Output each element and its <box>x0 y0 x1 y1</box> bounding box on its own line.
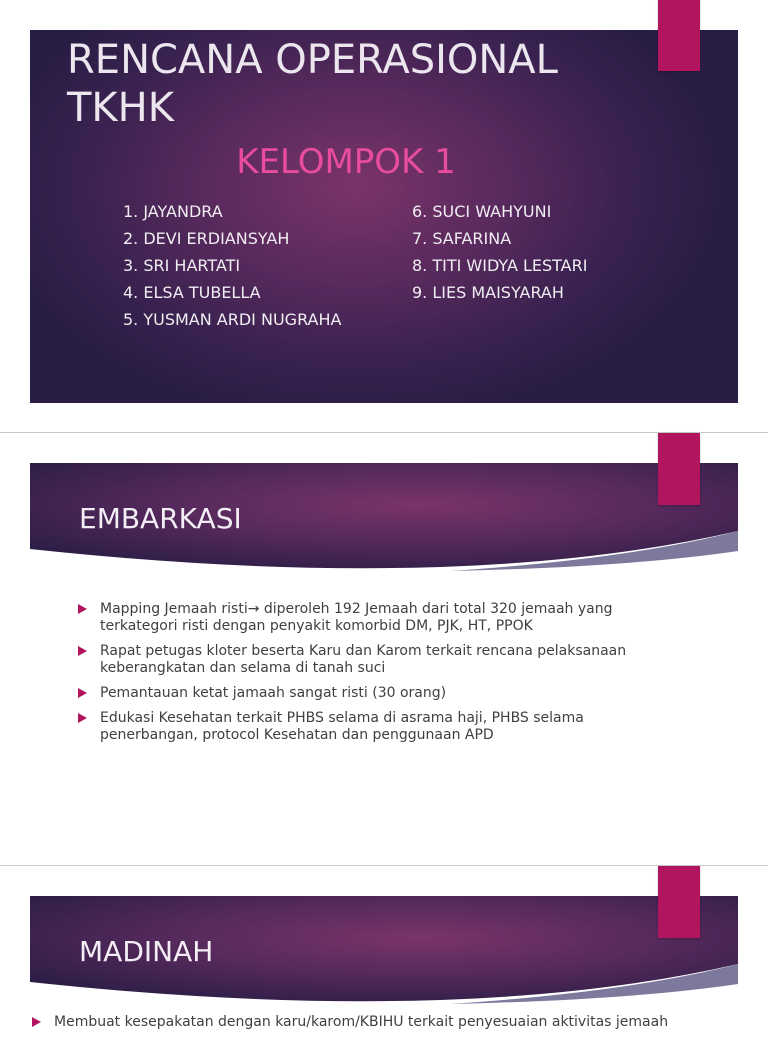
bullet-arrow-icon <box>78 646 87 656</box>
madinah-banner <box>30 896 738 1016</box>
member-item: 9. LIES MAISYARAH <box>412 283 564 302</box>
member-item: 5. YUSMAN ARDI NUGRAHA <box>123 310 342 329</box>
section-title: EMBARKASI <box>79 502 242 535</box>
bullet-arrow-icon <box>78 688 87 698</box>
bullet-item <box>78 643 678 677</box>
bullet-item <box>78 601 678 635</box>
slide3-accent-bar <box>658 866 700 938</box>
member-item: 8. TITI WIDYA LESTARI <box>412 256 588 275</box>
embarkasi-banner <box>30 463 738 583</box>
group-subtitle: KELOMPOK 1 <box>236 142 456 182</box>
slide-divider <box>0 432 768 433</box>
member-item: 4. ELSA TUBELLA <box>123 283 261 302</box>
bullet-text: Mapping Jemaah risti→ diperoleh 192 Jemaah dari total 320 jemaah yang terkategori risti dengan penyakit komorbid DM, PJK, HT, PPOK <box>100 601 613 634</box>
bullet-item <box>32 1014 732 1031</box>
member-list-left <box>123 198 341 333</box>
member-item: 3. SRI HARTATI <box>123 256 241 275</box>
bullet-text: Membuat kesepakatan dengan karu/karom/KBIHU terkait penyesuaian aktivitas jemaah <box>54 1014 669 1030</box>
bullet-text: Edukasi Kesehatan terkait PHBS selama di asrama haji, PHBS selama penerbangan, protocol Kesehatan dan penggunaan APD <box>100 710 584 743</box>
section-title: MADINAH <box>79 935 214 968</box>
slide-divider <box>0 865 768 866</box>
embarkasi-bullets <box>78 601 678 752</box>
member-item: 6. SUCI WAHYUNI <box>412 202 552 221</box>
member-list-right <box>412 198 587 306</box>
member-item: 7. SAFARINA <box>412 229 512 248</box>
bullet-item <box>78 685 678 702</box>
member-item: 2. DEVI ERDIANSYAH <box>123 229 290 248</box>
presentation-title: RENCANA OPERASIONAL TKHK <box>67 37 558 131</box>
bullet-arrow-icon <box>78 604 87 614</box>
slide2-accent-bar <box>658 433 700 505</box>
bullet-arrow-icon <box>32 1017 41 1027</box>
bullet-item <box>78 710 678 744</box>
bullet-text: Pemantauan ketat jamaah sangat risti (30 orang) <box>100 685 447 701</box>
madinah-bullets <box>32 1014 732 1039</box>
member-item: 1. JAYANDRA <box>123 202 223 221</box>
bullet-arrow-icon <box>78 713 87 723</box>
bullet-text: Rapat petugas kloter beserta Karu dan Karom terkait rencana pelaksanaan keberangkatan dan selama di tanah suci <box>100 643 627 676</box>
